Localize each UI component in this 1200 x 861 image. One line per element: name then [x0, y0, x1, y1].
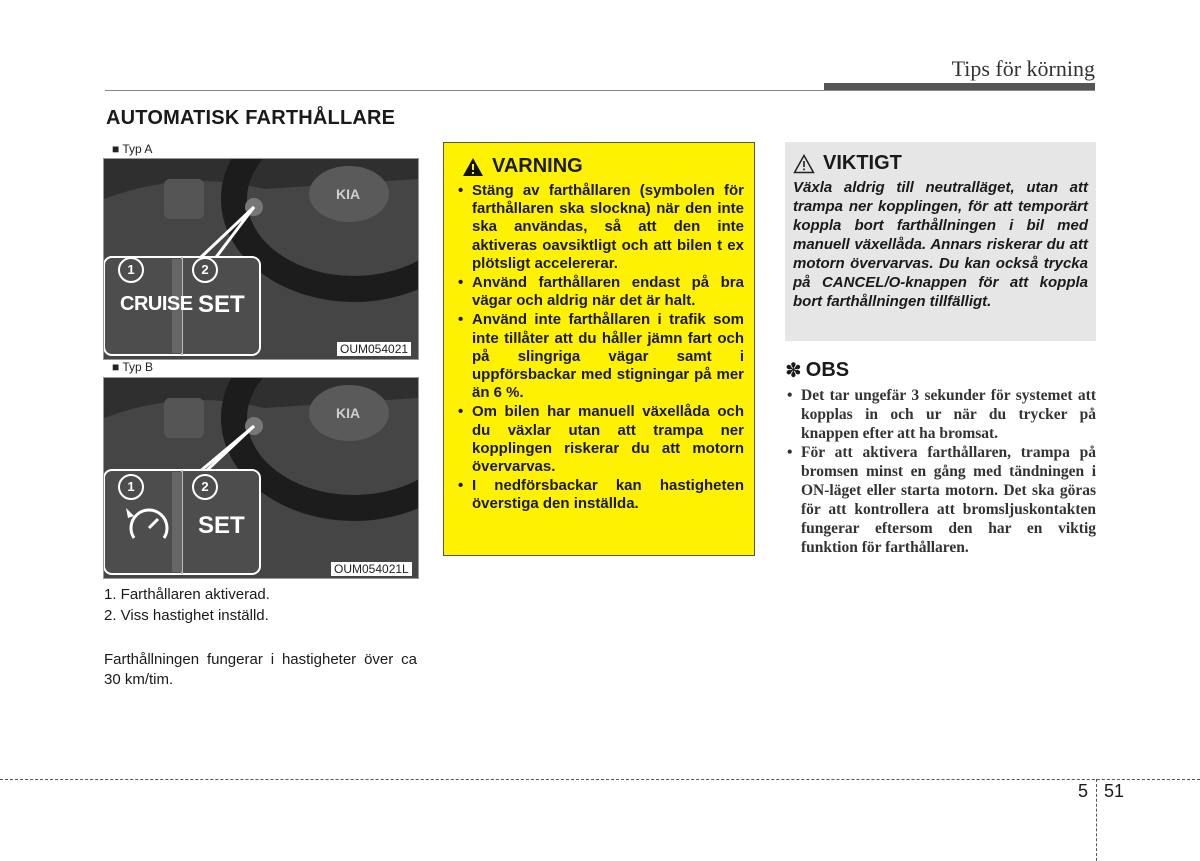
warning-triangle-icon: [462, 157, 484, 177]
obs-item: • Det tar ungefär 3 sekunder för systemet att kopplas in och ur när du trycker på knappen efter att ha bromsat.: [785, 386, 1096, 443]
button-number-1: 1: [118, 257, 144, 283]
header-rule: [105, 90, 1095, 91]
svg-text:KIA: KIA: [336, 405, 361, 421]
figure-a-code: OUM054021: [337, 342, 411, 356]
warning-item: • Använd farthållaren endast på bra vägar och aldrig när det är halt.: [454, 274, 744, 310]
important-box: [785, 142, 1096, 341]
important-title: VIKTIGT: [823, 152, 902, 174]
figure-type-a: [103, 158, 419, 360]
section-title: AUTOMATISK FARTHÅLLARE: [106, 107, 396, 129]
warning-title: VARNING: [492, 155, 583, 177]
warning-item: • Stäng av farthållaren (symbolen för farthållaren ska slockna) när den inte ska användas, så att den inte aktiveras oavsiktligt och att bilen t ex plötsligt accelererar.: [454, 182, 744, 273]
figure-type-b: [103, 377, 419, 579]
page-number: 51: [1104, 781, 1125, 801]
caption-2: 2. Viss hastighet inställd.: [104, 607, 269, 624]
button-number-2: 2: [192, 474, 218, 500]
warning-item: • Om bilen har manuell växellåda och du växlar utan att trampa ner kopplingen riskerar du att motorn övervarvas.: [454, 403, 744, 476]
important-text: Växla aldrig till neutralläget, utan att trampa ner kopplingen, för att temporärt koppla bort farthållningen i bil med manuell växellåda. Annars riskerar du att motorn övervarvas. Du kan också trycka på CANCEL/O-knappen för att koppla bort farthållningen tillfälligt.: [793, 179, 1088, 310]
button-number-1: 1: [118, 474, 144, 500]
obs-list: [785, 386, 1096, 557]
set-button-label: SET: [198, 291, 245, 318]
cruise-button-label: CRUISE: [120, 293, 193, 315]
speed-paragraph: Farthållningen fungerar i hastigheter över ca 30 km/tim.: [104, 651, 417, 688]
set-button-label: SET: [198, 512, 245, 539]
header-title: Tips för körning: [951, 56, 1095, 81]
warning-item: • Använd inte farthållaren i trafik som inte tillåter att du håller jämn fart och på slingriga vägar samt i uppförsbackar med stigningar på mer än 6 %.: [454, 311, 744, 402]
figure-b-code: OUM054021L: [331, 562, 412, 576]
warning-box: [443, 142, 755, 556]
figure-a-type-label: ■ Typ A: [106, 142, 158, 156]
obs-asterisk-icon: ✽: [785, 360, 802, 382]
caution-triangle-icon: [793, 154, 815, 174]
button-number-2: 2: [192, 257, 218, 283]
steering-wheel-illustration-b: [104, 378, 418, 578]
important-heading: [793, 152, 1088, 175]
steering-wheel-illustration-a: [104, 159, 418, 359]
obs-heading: [785, 358, 849, 383]
warning-item: • I nedförsbackar kan hastigheten överstiga den inställda.: [454, 477, 744, 513]
warning-list: [454, 182, 744, 514]
caption-1: 1. Farthållaren aktiverad.: [104, 586, 270, 603]
obs-title: OBS: [805, 359, 850, 381]
warning-heading: [462, 155, 744, 178]
obs-item: • För att aktivera farthållaren, trampa på bromsen minst en gång med tändningen i ON-läget eller starta motorn. Det ska göras för att kontrollera att bromsljuskontakten fungerar eftersom den har en viktig funktion för farthållaren.: [785, 443, 1096, 557]
svg-text:KIA: KIA: [336, 186, 361, 202]
footer-rule: [0, 779, 1200, 780]
header-rule-accent: [824, 83, 1095, 90]
chapter-number: 5: [1078, 781, 1089, 801]
figure-b-type-label: ■ Typ B: [106, 360, 159, 374]
footer-divider: [1096, 779, 1097, 861]
